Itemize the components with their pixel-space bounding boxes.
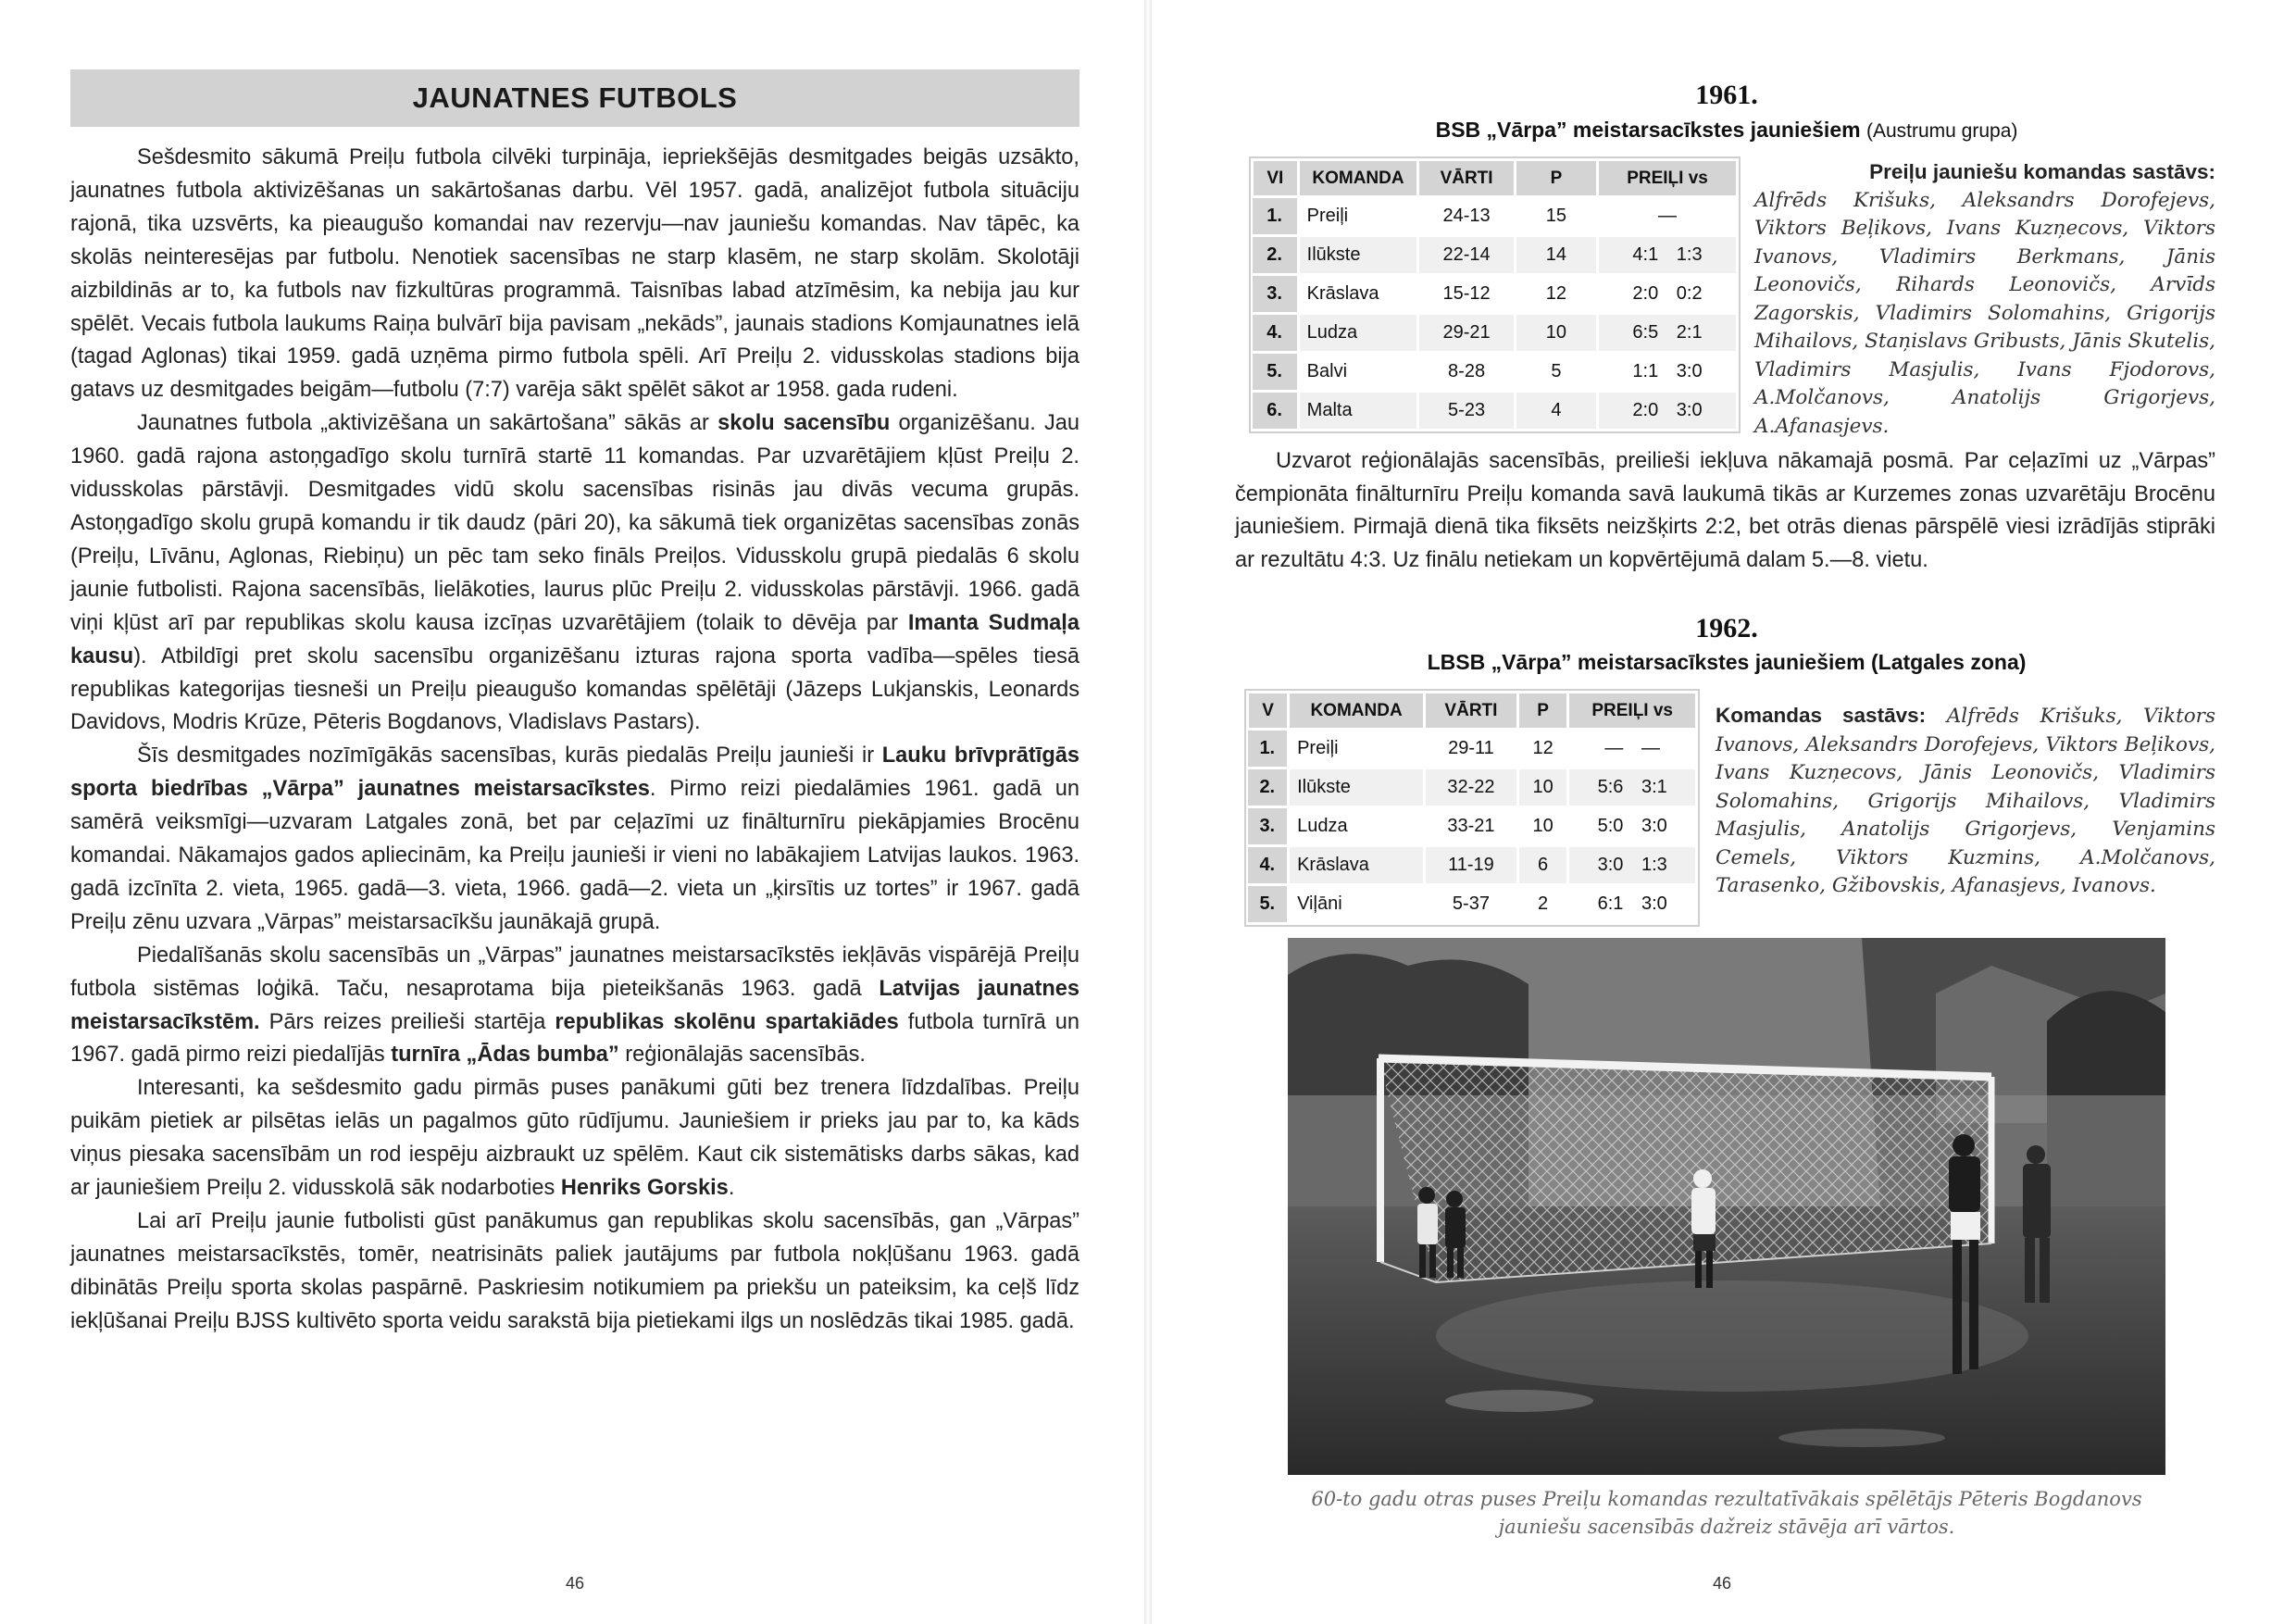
roster-1961-lead: Preiļu jauniešu komandas sastāvs: [1869,160,2215,183]
team-cell: Ilūkste [1298,236,1418,275]
place-cell: 5. [1253,353,1299,392]
table-row [1253,392,1738,431]
team-cell: Ludza [1289,807,1425,846]
bold-phrase: Latvijas jaunatnes meistarsacīkstēm. [70,976,1079,1034]
goals-cell: 8-28 [1418,353,1515,392]
points-cell: 15 [1515,197,1597,236]
table-row [1248,807,1697,846]
text-segment: Šīs desmitgades nozīmīgākās sacensības, kurās piedalās Preiļu jaunieši ir [137,743,882,768]
col-header-place: VI [1253,160,1299,197]
body-paragraph [70,1072,1079,1206]
body-paragraph [70,1206,1079,1339]
team-cell: Malta [1298,392,1418,431]
place-cell: 4. [1253,314,1299,353]
text-1961-result [1235,445,2215,577]
roster-1962-names: Alfrēds Krišuks, Viktors Ivanovs, Aleksandrs Dorofejevs, Viktors Beļikovs, Ivans Kuzņecovs, Jānis Leonovičs, Vladimirs Solomahins, Grigorijs Mihailovs, Vladimirs Masjulis, Anatolijs Grigorjevs, Venjamins Cemels, Viktors Kuzmins, A.Molčanovs, Tarasenko, Gžibovskis, Afanasjevs, Ivanovs. [1716,705,2215,897]
chapter-title-bar [70,69,1079,127]
vs-cell: 3:0 1:3 [1568,846,1697,885]
place-cell: 1. [1253,197,1299,236]
col-header-team: KOMANDA [1289,693,1425,730]
place-cell: 3. [1253,275,1299,314]
goals-cell: 15-12 [1418,275,1515,314]
roster-1961 [1754,158,2215,441]
table-row [1248,730,1697,768]
table-row [1253,353,1738,392]
table-row [1253,314,1738,353]
points-cell: 10 [1515,314,1597,353]
goals-cell: 11-19 [1425,846,1518,885]
bold-phrase: skolu sacensību [718,411,891,436]
text-segment: Piedalīšanās skolu sacensībās un „Vārpas” jaunatnes meistarsacīkstēs iekļāvās vispārējā Preiļu futbola sistēmas loģikā. Taču, nesaprotama bija pieteikšanās 1963. gadā [70,943,1079,1001]
vs-cell: 5:0 3:0 [1568,807,1697,846]
place-cell: 6. [1253,392,1299,431]
bold-phrase: turnīra „Ādas bumba” [391,1043,619,1068]
vs-cell: 5:6 3:1 [1568,768,1697,807]
body-paragraph [70,740,1079,939]
roster-1961-names: Alfrēds Krišuks, Aleksandrs Dorofejevs, Viktors Beļikovs, Ivans Kuzņecovs, Viktors Ivanovs, Vladimirs Berkmans, Jānis Leonovičs, Rihards Leonovičs, Arvīds Zagorskis, Vladimirs Solomahins, Grigorijs Mihailovs, Staņislavs Gribusts, Jānis Skutelis, Vladimirs Masjulis, Ivans Fjodorovs, A.Molčanovs, Anatolijs Grigorjevs, A.Afanasjevs. [1754,188,2215,438]
bold-phrase: Henriks Gorskis [560,1176,729,1201]
goals-cell: 24-13 [1418,197,1515,236]
points-cell: 10 [1517,807,1568,846]
paragraph-1961: Uzvarot reģionālajās sacensībās, preilieši iekļuva nākamajā posmā. Par ceļazīmi uz „Vārpas” čempionāta finālturnīru Preiļu komanda savā laukumā tikās ar Kurzemes zonas uzvarētāju Brocēnu jauniešiem. Pirmajā dienā tika fiksēts neizšķirts 2:2, bet otrās dienas pārspēlē viesi izrādījās stiprāki ar rezultātu 4:3. Uz finālu netiekam un kopvērtējumā dalam 5.—8. vietu. [1235,449,2215,572]
chapter-title: JAUNATNES FUTBOLS [412,81,738,114]
vs-cell: — [1598,197,1738,236]
text-segment: ). Atbildīgi pret skolu sacensību organizēšanu izturas rajona sporta vadība—spēles tiesā republikas kategorijas tiesneši un Preiļu pieaugušo komandas spēlētāji (Jāzeps Lukjanskis, Leonards Davidovs, Modris Krūze, Pēteris Bogdanovs, Vladislavs Pastars). [70,643,1079,735]
text-segment: reģionālajās sacensībās. [618,1043,866,1068]
left-body-text [70,142,1079,1339]
goals-cell: 29-11 [1425,730,1518,768]
page-number-right: 46 [1713,1574,1732,1593]
team-cell: Preiļi [1289,730,1425,768]
year-1961-heading: 1961. [1695,80,1758,110]
place-cell: 2. [1253,236,1299,275]
text-segment: Sešdesmito sākumā Preiļu futbola cilvēki turpināja, iepriekšējās desmitgades beigās uzsākto, jaunatnes futbola aktivizēšanas un sakārtošanas darbu. Vēl 1957. gadā, analizējot futbola situāciju rajonā, tika uzsvērts, ka pieaugušo komandai nav rezervju—nav jauniešu komandas. Nav tāpēc, ka skolās neinteresējas par futbolu. Nenotiek sacensības ne starp klasēm, ne starp skolām. Skolotāji aizbildinās ar to, ka futbols nav fizkultūras programmā. Taisnības labad atzīmēsim, ka nebija jau kur spēlēt. Vecais futbola laukums Raiņa bulvārī bija pavisam „nekāds”, jaunais stadions Komjaunatnes ielā (tagad Aglonas) tikai 1959. gadā uzņēma pirmo futbola spēli. Arī Preiļu 2. vidusskolas stadions bija gatavs uz desmitgades beigām—futbolu (7:7) varēja sākt spēlēt sākot ar 1958. gada rudeni. [70,145,1079,403]
points-cell: 6 [1517,846,1568,885]
col-header-team: KOMANDA [1298,160,1418,197]
bold-phrase: Imanta Sudmaļa kausu [70,610,1079,668]
subtitle-1961-text: BSB „Vārpa” meistarsacīkstes jauniešiem [1435,118,1861,142]
table-row [1253,197,1738,236]
col-header-vs: PREIĻI vs [1568,693,1697,730]
text-segment: . [728,1176,735,1201]
table-header-row [1253,160,1738,197]
col-header-vs: PREIĻI vs [1598,160,1738,197]
year-1962-heading: 1962. [1695,613,1758,643]
points-cell: 10 [1517,768,1568,807]
col-header-place: V [1248,693,1289,730]
team-cell: Preiļi [1298,197,1418,236]
goals-cell: 5-37 [1425,885,1518,924]
table-row [1253,275,1738,314]
vs-cell: 6:5 2:1 [1598,314,1738,353]
place-cell: 3. [1248,807,1289,846]
table-row [1248,846,1697,885]
text-segment: futbola turnīrā un 1967. gadā pirmo reizi piedalījās [70,1009,1080,1068]
photo-caption: 60-to gadu otras puses Preiļu komandas rezultatīvākais spēlētājs Pēteris Bogdanovs jauniešu sacensībās dažreiz stāvēja arī vārtos. [1311,1488,2142,1538]
table-header-row [1248,693,1697,730]
vs-cell: 1:1 3:0 [1598,353,1738,392]
col-header-goals: VĀRTI [1425,693,1518,730]
team-cell: Krāslava [1298,275,1418,314]
points-cell: 2 [1517,885,1568,924]
team-cell: Viļāni [1289,885,1425,924]
roster-1962-lead: Komandas sastāvs: [1716,704,1927,727]
photo-illustration [1288,938,2165,1475]
subtitle-1961-note: (Austrumu grupa) [1866,120,2018,142]
goals-cell: 22-14 [1418,236,1515,275]
left-page [0,0,1144,1624]
vs-cell: 6:1 3:0 [1568,885,1697,924]
points-cell: 12 [1515,275,1597,314]
text-segment: Lai arī Preiļu jaunie futbolisti gūst panākumus gan republikas skolu sacensībās, gan „Vārpas” jaunatnes meistarsacīkstēs, tomēr, neatrisināts paliek jautājums par futbola nokļūšanu 1963. gadā dibinātās Preiļu sporta skolas paspārnē. Paskriesim notikumiem pa priekšu un pateiksim, ka ceļš līdz iekļūšanai Preiļu BJSS kultivēto sporta veidu sarakstā bija pietiekami ilgs un noslēdzās tikai 1985. gadā. [70,1209,1079,1333]
team-cell: Krāslava [1289,846,1425,885]
team-cell: Balvi [1298,353,1418,392]
goals-cell: 33-21 [1425,807,1518,846]
table-row [1248,885,1697,924]
text-segment: Interesanti, ka sešdesmito gadu pirmās puses panākumi gūti bez trenera līdzdalības. Preiļu puikām pietiek ar pilsētas ielās un pagalmos gūto rūdījumu. Jauniešiem ir prieks jau par to, ka kāds viņus piesaka sacensībām un rod iespēju aizbraukt uz spēlēm. Kaut cik sistemātisks darbs sākas, kad ar jauniešiem Preiļu 2. vidusskolā sāk nodarboties [70,1076,1079,1201]
vs-cell: — — [1568,730,1697,768]
points-cell: 12 [1517,730,1568,768]
points-cell: 4 [1515,392,1597,431]
col-header-points: P [1517,693,1568,730]
bold-phrase: republikas skolēnu spartakiādes [555,1009,899,1034]
subtitle-1962: LBSB „Vārpa” meistarsacīkstes jauniešiem (Latgales zona) [1427,650,2027,674]
body-paragraph [70,940,1079,1073]
place-cell: 1. [1248,730,1289,768]
roster-1962 [1716,702,2215,901]
vs-cell: 4:1 1:3 [1598,236,1738,275]
football-photo [1288,938,2165,1475]
vs-cell: 2:0 3:0 [1598,392,1738,431]
body-paragraph [70,142,1079,407]
team-cell: Ludza [1298,314,1418,353]
team-cell: Ilūkste [1289,768,1425,807]
col-header-goals: VĀRTI [1418,160,1515,197]
text-segment: organizēšanu. Jau 1960. gadā rajona astoņgadīgo skolu turnīrā startē 11 komandas. Par uzvarētājiem kļūst Preiļu 2. vidusskolas pārstāvji. Desmitgades vidū skolu sacensības risinās jau divās vecuma grupās. Astoņgadīgo skolu grupā komandu ir tik daudz (pāri 20), ka sākumā tiek organizētas sacensības zonās (Preiļu, Līvānu, Aglonas, Riebiņu) un pēc tam seko fināls Preiļos. Vidusskolu grupā piedalās 6 skolu jaunie futbolisti. Rajona sacensībās, lielākoties, laurus plūc Preiļu 2. vidusskolas pārstāvji. 1966. gadā viņi kļūst arī par republikas skolu kausa izcīņas uzvarētājiem (tolaik to dēvēja par [70,411,1079,635]
table-row [1253,236,1738,275]
text-segment: Jaunatnes futbola „aktivizēšana un sakārtošana” sākās ar [137,411,718,436]
results-table-1962 [1246,691,1698,925]
place-cell: 5. [1248,885,1289,924]
col-header-points: P [1515,160,1597,197]
goals-cell: 5-23 [1418,392,1515,431]
goals-cell: 32-22 [1425,768,1518,807]
points-cell: 5 [1515,353,1597,392]
bold-phrase: Lauku brīvprātīgās sporta biedrības „Vārpa” jaunatnes meistarsacīkstes [70,743,1079,802]
book-gutter [1144,0,1152,1624]
goals-cell: 29-21 [1418,314,1515,353]
results-table-1961 [1251,158,1739,431]
body-paragraph [70,407,1079,740]
text-segment: . Pirmo reizi piedalāmies 1961. gadā un samērā veiksmīgi—uzvaram Latgales zonā, bet par ceļazīmi uz finālturnīru piekāpjamies Brocēnu komandai. Nākamajos gados apliecinām, ka Preiļu jaunieši ir vieni no labākajiem Latvijas laukos. 1963. gadā izcīnīta 2. vieta, 1965. gadā—3. vieta, 1966. gadā—2. vieta un „ķirsītis uz tortes” ir 1967. gadā Preiļu zēnu uzvara „Vārpas” meistarsacīkšu jaunākajā grupā. [70,777,1079,934]
vs-cell: 2:0 0:2 [1598,275,1738,314]
table-row [1248,768,1697,807]
place-cell: 4. [1248,846,1289,885]
subtitle-1961 [1407,118,2046,143]
points-cell: 14 [1515,236,1597,275]
text-segment: Pārs reizes preilieši startēja [259,1009,555,1034]
page-number-left: 46 [566,1574,585,1593]
place-cell: 2. [1248,768,1289,807]
